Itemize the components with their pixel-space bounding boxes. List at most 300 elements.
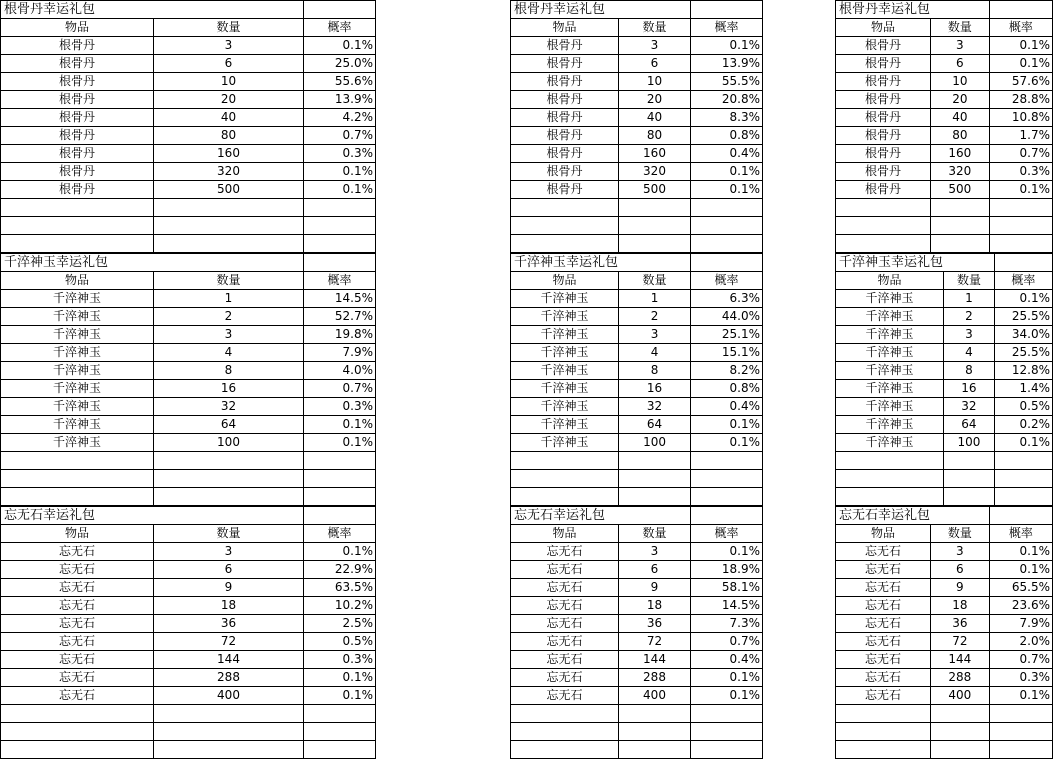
cell[interactable] <box>944 254 995 272</box>
empty-cell[interactable] <box>994 452 1052 470</box>
empty-cell[interactable] <box>989 199 1052 217</box>
item-cell[interactable]: 千淬神玉 <box>1 434 154 452</box>
header-quantity[interactable]: 数量 <box>619 272 691 290</box>
quantity-cell[interactable]: 160 <box>154 145 304 163</box>
empty-cell[interactable] <box>691 741 763 759</box>
probability-cell[interactable]: 14.5% <box>691 597 763 615</box>
empty-cell[interactable] <box>154 199 304 217</box>
header-item[interactable]: 物品 <box>836 272 944 290</box>
empty-cell[interactable] <box>304 452 376 470</box>
probability-cell[interactable]: 0.1% <box>989 55 1052 73</box>
gift-pack-title[interactable]: 忘无石幸运礼包 <box>1 507 154 525</box>
probability-cell[interactable]: 0.1% <box>691 37 763 55</box>
empty-cell[interactable] <box>511 741 619 759</box>
item-cell[interactable]: 千淬神玉 <box>1 344 154 362</box>
empty-cell[interactable] <box>691 452 763 470</box>
item-cell[interactable]: 忘无石 <box>836 597 931 615</box>
quantity-cell[interactable]: 3 <box>154 543 304 561</box>
quantity-cell[interactable]: 2 <box>619 308 691 326</box>
empty-cell[interactable] <box>691 723 763 741</box>
quantity-cell[interactable]: 6 <box>154 55 304 73</box>
quantity-cell[interactable]: 160 <box>931 145 990 163</box>
empty-cell[interactable] <box>154 488 304 506</box>
probability-cell[interactable]: 25.1% <box>691 326 763 344</box>
item-cell[interactable]: 根骨丹 <box>836 37 931 55</box>
item-cell[interactable]: 千淬神玉 <box>511 290 619 308</box>
probability-cell[interactable]: 0.7% <box>304 127 376 145</box>
item-cell[interactable]: 千淬神玉 <box>511 344 619 362</box>
header-item[interactable]: 物品 <box>836 19 931 37</box>
quantity-cell[interactable]: 288 <box>619 669 691 687</box>
quantity-cell[interactable]: 8 <box>944 362 995 380</box>
header-quantity[interactable]: 数量 <box>944 272 995 290</box>
item-cell[interactable]: 千淬神玉 <box>511 362 619 380</box>
quantity-cell[interactable]: 500 <box>154 181 304 199</box>
quantity-cell[interactable]: 20 <box>154 91 304 109</box>
quantity-cell[interactable]: 32 <box>154 398 304 416</box>
quantity-cell[interactable]: 500 <box>931 181 990 199</box>
quantity-cell[interactable]: 18 <box>619 597 691 615</box>
quantity-cell[interactable]: 20 <box>619 91 691 109</box>
probability-cell[interactable]: 23.6% <box>989 597 1052 615</box>
quantity-cell[interactable]: 32 <box>619 398 691 416</box>
probability-cell[interactable]: 0.3% <box>304 651 376 669</box>
quantity-cell[interactable]: 3 <box>931 543 990 561</box>
item-cell[interactable]: 忘无石 <box>836 651 931 669</box>
cell[interactable] <box>989 1 1052 19</box>
quantity-cell[interactable]: 6 <box>619 561 691 579</box>
header-quantity[interactable]: 数量 <box>931 19 990 37</box>
empty-cell[interactable] <box>836 723 931 741</box>
cell[interactable] <box>691 254 763 272</box>
item-cell[interactable]: 千淬神玉 <box>836 290 944 308</box>
empty-cell[interactable] <box>154 705 304 723</box>
item-cell[interactable]: 忘无石 <box>1 633 154 651</box>
empty-cell[interactable] <box>304 217 376 235</box>
header-quantity[interactable]: 数量 <box>154 272 304 290</box>
quantity-cell[interactable]: 6 <box>931 55 990 73</box>
probability-cell[interactable]: 14.5% <box>304 290 376 308</box>
item-cell[interactable]: 千淬神玉 <box>836 416 944 434</box>
empty-cell[interactable] <box>836 452 944 470</box>
header-quantity[interactable]: 数量 <box>619 525 691 543</box>
empty-cell[interactable] <box>304 235 376 253</box>
empty-cell[interactable] <box>836 741 931 759</box>
item-cell[interactable]: 根骨丹 <box>836 145 931 163</box>
probability-cell[interactable]: 0.1% <box>304 687 376 705</box>
empty-cell[interactable] <box>619 217 691 235</box>
quantity-cell[interactable]: 10 <box>619 73 691 91</box>
quantity-cell[interactable]: 1 <box>154 290 304 308</box>
empty-cell[interactable] <box>1 217 154 235</box>
empty-cell[interactable] <box>511 723 619 741</box>
item-cell[interactable]: 忘无石 <box>836 687 931 705</box>
probability-cell[interactable]: 28.8% <box>989 91 1052 109</box>
empty-cell[interactable] <box>154 235 304 253</box>
header-quantity[interactable]: 数量 <box>931 525 990 543</box>
item-cell[interactable]: 千淬神玉 <box>1 398 154 416</box>
item-cell[interactable]: 根骨丹 <box>836 163 931 181</box>
cell[interactable] <box>619 1 691 19</box>
item-cell[interactable]: 千淬神玉 <box>836 344 944 362</box>
empty-cell[interactable] <box>931 235 990 253</box>
quantity-cell[interactable]: 80 <box>931 127 990 145</box>
header-probability[interactable]: 概率 <box>304 272 376 290</box>
empty-cell[interactable] <box>691 235 763 253</box>
empty-cell[interactable] <box>304 741 376 759</box>
item-cell[interactable]: 忘无石 <box>836 543 931 561</box>
probability-cell[interactable]: 0.8% <box>691 380 763 398</box>
empty-cell[interactable] <box>154 723 304 741</box>
quantity-cell[interactable]: 288 <box>931 669 990 687</box>
quantity-cell[interactable]: 9 <box>154 579 304 597</box>
quantity-cell[interactable]: 64 <box>619 416 691 434</box>
item-cell[interactable]: 根骨丹 <box>511 73 619 91</box>
probability-cell[interactable]: 0.1% <box>304 163 376 181</box>
cell[interactable] <box>989 507 1052 525</box>
empty-cell[interactable] <box>691 199 763 217</box>
item-cell[interactable]: 忘无石 <box>836 561 931 579</box>
item-cell[interactable]: 忘无石 <box>511 651 619 669</box>
item-cell[interactable]: 忘无石 <box>511 633 619 651</box>
empty-cell[interactable] <box>154 741 304 759</box>
empty-cell[interactable] <box>1 705 154 723</box>
empty-cell[interactable] <box>931 705 990 723</box>
quantity-cell[interactable]: 18 <box>154 597 304 615</box>
empty-cell[interactable] <box>989 705 1052 723</box>
empty-cell[interactable] <box>154 217 304 235</box>
item-cell[interactable]: 根骨丹 <box>511 91 619 109</box>
probability-cell[interactable]: 0.1% <box>989 37 1052 55</box>
quantity-cell[interactable]: 160 <box>619 145 691 163</box>
quantity-cell[interactable]: 500 <box>619 181 691 199</box>
item-cell[interactable]: 忘无石 <box>1 597 154 615</box>
probability-cell[interactable]: 0.1% <box>304 434 376 452</box>
probability-cell[interactable]: 63.5% <box>304 579 376 597</box>
item-cell[interactable]: 根骨丹 <box>511 127 619 145</box>
quantity-cell[interactable]: 18 <box>931 597 990 615</box>
probability-cell[interactable]: 1.7% <box>989 127 1052 145</box>
probability-cell[interactable]: 4.0% <box>304 362 376 380</box>
empty-cell[interactable] <box>836 217 931 235</box>
quantity-cell[interactable]: 3 <box>619 37 691 55</box>
item-cell[interactable]: 千淬神玉 <box>1 362 154 380</box>
item-cell[interactable]: 根骨丹 <box>511 37 619 55</box>
probability-cell[interactable]: 0.1% <box>691 687 763 705</box>
quantity-cell[interactable]: 6 <box>154 561 304 579</box>
item-cell[interactable]: 根骨丹 <box>511 55 619 73</box>
quantity-cell[interactable]: 3 <box>154 326 304 344</box>
probability-cell[interactable]: 0.7% <box>691 633 763 651</box>
probability-cell[interactable]: 0.4% <box>691 145 763 163</box>
quantity-cell[interactable]: 3 <box>154 37 304 55</box>
item-cell[interactable]: 千淬神玉 <box>836 326 944 344</box>
quantity-cell[interactable]: 20 <box>931 91 990 109</box>
item-cell[interactable]: 千淬神玉 <box>836 362 944 380</box>
quantity-cell[interactable]: 16 <box>154 380 304 398</box>
gift-pack-title[interactable]: 根骨丹幸运礼包 <box>511 1 619 19</box>
probability-cell[interactable]: 15.1% <box>691 344 763 362</box>
empty-cell[interactable] <box>944 452 995 470</box>
empty-cell[interactable] <box>304 723 376 741</box>
empty-cell[interactable] <box>511 199 619 217</box>
header-probability[interactable]: 概率 <box>691 525 763 543</box>
cell[interactable] <box>619 507 691 525</box>
probability-cell[interactable]: 0.7% <box>989 651 1052 669</box>
quantity-cell[interactable]: 16 <box>944 380 995 398</box>
probability-cell[interactable]: 7.3% <box>691 615 763 633</box>
empty-cell[interactable] <box>931 199 990 217</box>
quantity-cell[interactable]: 144 <box>619 651 691 669</box>
empty-cell[interactable] <box>989 723 1052 741</box>
quantity-cell[interactable]: 40 <box>619 109 691 127</box>
empty-cell[interactable] <box>691 705 763 723</box>
probability-cell[interactable]: 0.7% <box>304 380 376 398</box>
quantity-cell[interactable]: 400 <box>154 687 304 705</box>
empty-cell[interactable] <box>511 452 619 470</box>
header-quantity[interactable]: 数量 <box>619 19 691 37</box>
probability-cell[interactable]: 52.7% <box>304 308 376 326</box>
empty-cell[interactable] <box>304 488 376 506</box>
probability-cell[interactable]: 44.0% <box>691 308 763 326</box>
header-probability[interactable]: 概率 <box>994 272 1052 290</box>
item-cell[interactable]: 根骨丹 <box>1 181 154 199</box>
item-cell[interactable]: 千淬神玉 <box>1 326 154 344</box>
item-cell[interactable]: 忘无石 <box>511 561 619 579</box>
quantity-cell[interactable]: 100 <box>154 434 304 452</box>
quantity-cell[interactable]: 400 <box>619 687 691 705</box>
quantity-cell[interactable]: 320 <box>931 163 990 181</box>
quantity-cell[interactable]: 36 <box>931 615 990 633</box>
probability-cell[interactable]: 0.1% <box>691 163 763 181</box>
empty-cell[interactable] <box>994 470 1052 488</box>
cell[interactable] <box>931 1 990 19</box>
quantity-cell[interactable]: 8 <box>619 362 691 380</box>
probability-cell[interactable]: 0.4% <box>691 651 763 669</box>
empty-cell[interactable] <box>836 470 944 488</box>
probability-cell[interactable]: 7.9% <box>989 615 1052 633</box>
empty-cell[interactable] <box>931 723 990 741</box>
header-quantity[interactable]: 数量 <box>154 19 304 37</box>
gift-pack-title[interactable]: 根骨丹幸运礼包 <box>1 1 154 19</box>
quantity-cell[interactable]: 4 <box>619 344 691 362</box>
quantity-cell[interactable]: 3 <box>944 326 995 344</box>
quantity-cell[interactable]: 36 <box>154 615 304 633</box>
header-quantity[interactable]: 数量 <box>154 525 304 543</box>
item-cell[interactable]: 千淬神玉 <box>836 398 944 416</box>
probability-cell[interactable]: 55.6% <box>304 73 376 91</box>
empty-cell[interactable] <box>836 235 931 253</box>
probability-cell[interactable]: 34.0% <box>994 326 1052 344</box>
quantity-cell[interactable]: 288 <box>154 669 304 687</box>
probability-cell[interactable]: 0.1% <box>304 416 376 434</box>
empty-cell[interactable] <box>1 199 154 217</box>
quantity-cell[interactable]: 6 <box>619 55 691 73</box>
empty-cell[interactable] <box>931 741 990 759</box>
empty-cell[interactable] <box>1 235 154 253</box>
item-cell[interactable]: 忘无石 <box>836 579 931 597</box>
probability-cell[interactable]: 0.8% <box>691 127 763 145</box>
quantity-cell[interactable]: 2 <box>154 308 304 326</box>
item-cell[interactable]: 根骨丹 <box>1 91 154 109</box>
item-cell[interactable]: 根骨丹 <box>1 55 154 73</box>
quantity-cell[interactable]: 9 <box>619 579 691 597</box>
probability-cell[interactable]: 55.5% <box>691 73 763 91</box>
item-cell[interactable]: 千淬神玉 <box>511 416 619 434</box>
item-cell[interactable]: 忘无石 <box>1 579 154 597</box>
item-cell[interactable]: 千淬神玉 <box>1 416 154 434</box>
empty-cell[interactable] <box>931 217 990 235</box>
empty-cell[interactable] <box>944 470 995 488</box>
probability-cell[interactable]: 0.1% <box>989 561 1052 579</box>
empty-cell[interactable] <box>154 470 304 488</box>
item-cell[interactable]: 根骨丹 <box>836 127 931 145</box>
probability-cell[interactable]: 6.3% <box>691 290 763 308</box>
quantity-cell[interactable]: 3 <box>619 543 691 561</box>
cell[interactable] <box>931 507 990 525</box>
empty-cell[interactable] <box>836 705 931 723</box>
header-probability[interactable]: 概率 <box>691 272 763 290</box>
empty-cell[interactable] <box>989 741 1052 759</box>
quantity-cell[interactable]: 40 <box>931 109 990 127</box>
empty-cell[interactable] <box>619 470 691 488</box>
header-probability[interactable]: 概率 <box>989 19 1052 37</box>
probability-cell[interactable]: 0.3% <box>304 398 376 416</box>
quantity-cell[interactable]: 320 <box>619 163 691 181</box>
probability-cell[interactable]: 2.0% <box>989 633 1052 651</box>
probability-cell[interactable]: 18.9% <box>691 561 763 579</box>
item-cell[interactable]: 根骨丹 <box>1 37 154 55</box>
item-cell[interactable]: 忘无石 <box>1 543 154 561</box>
probability-cell[interactable]: 0.5% <box>304 633 376 651</box>
probability-cell[interactable]: 10.8% <box>989 109 1052 127</box>
quantity-cell[interactable]: 72 <box>619 633 691 651</box>
quantity-cell[interactable]: 320 <box>154 163 304 181</box>
probability-cell[interactable]: 0.1% <box>691 543 763 561</box>
probability-cell[interactable]: 57.6% <box>989 73 1052 91</box>
probability-cell[interactable]: 1.4% <box>994 380 1052 398</box>
item-cell[interactable]: 千淬神玉 <box>511 308 619 326</box>
cell[interactable] <box>691 507 763 525</box>
quantity-cell[interactable]: 144 <box>931 651 990 669</box>
empty-cell[interactable] <box>1 488 154 506</box>
quantity-cell[interactable]: 36 <box>619 615 691 633</box>
probability-cell[interactable]: 0.5% <box>994 398 1052 416</box>
empty-cell[interactable] <box>619 741 691 759</box>
empty-cell[interactable] <box>154 452 304 470</box>
probability-cell[interactable]: 20.8% <box>691 91 763 109</box>
empty-cell[interactable] <box>511 488 619 506</box>
probability-cell[interactable]: 0.1% <box>691 416 763 434</box>
item-cell[interactable]: 千淬神玉 <box>511 434 619 452</box>
empty-cell[interactable] <box>304 470 376 488</box>
item-cell[interactable]: 忘无石 <box>1 651 154 669</box>
probability-cell[interactable]: 0.1% <box>304 669 376 687</box>
item-cell[interactable]: 根骨丹 <box>1 73 154 91</box>
item-cell[interactable]: 千淬神玉 <box>836 434 944 452</box>
quantity-cell[interactable]: 64 <box>944 416 995 434</box>
quantity-cell[interactable]: 4 <box>154 344 304 362</box>
empty-cell[interactable] <box>619 452 691 470</box>
item-cell[interactable]: 根骨丹 <box>1 109 154 127</box>
probability-cell[interactable]: 0.1% <box>304 543 376 561</box>
quantity-cell[interactable]: 40 <box>154 109 304 127</box>
probability-cell[interactable]: 0.3% <box>989 163 1052 181</box>
quantity-cell[interactable]: 8 <box>154 362 304 380</box>
item-cell[interactable]: 千淬神玉 <box>836 308 944 326</box>
quantity-cell[interactable]: 100 <box>619 434 691 452</box>
cell[interactable] <box>691 1 763 19</box>
probability-cell[interactable]: 8.3% <box>691 109 763 127</box>
probability-cell[interactable]: 0.1% <box>989 543 1052 561</box>
quantity-cell[interactable]: 3 <box>619 326 691 344</box>
gift-pack-title[interactable]: 忘无石幸运礼包 <box>511 507 619 525</box>
probability-cell[interactable]: 58.1% <box>691 579 763 597</box>
probability-cell[interactable]: 7.9% <box>304 344 376 362</box>
item-cell[interactable]: 千淬神玉 <box>511 326 619 344</box>
item-cell[interactable]: 根骨丹 <box>836 91 931 109</box>
item-cell[interactable]: 根骨丹 <box>1 163 154 181</box>
item-cell[interactable]: 忘无石 <box>511 615 619 633</box>
probability-cell[interactable]: 22.9% <box>304 561 376 579</box>
cell[interactable] <box>154 1 304 19</box>
item-cell[interactable]: 千淬神玉 <box>1 290 154 308</box>
cell[interactable] <box>304 507 376 525</box>
gift-pack-title[interactable]: 千淬神玉幸运礼包 <box>836 254 944 272</box>
header-probability[interactable]: 概率 <box>304 525 376 543</box>
empty-cell[interactable] <box>619 488 691 506</box>
item-cell[interactable]: 根骨丹 <box>836 181 931 199</box>
header-item[interactable]: 物品 <box>1 19 154 37</box>
quantity-cell[interactable]: 3 <box>931 37 990 55</box>
probability-cell[interactable]: 13.9% <box>304 91 376 109</box>
item-cell[interactable]: 根骨丹 <box>836 73 931 91</box>
quantity-cell[interactable]: 9 <box>931 579 990 597</box>
empty-cell[interactable] <box>836 488 944 506</box>
empty-cell[interactable] <box>511 470 619 488</box>
cell[interactable] <box>154 254 304 272</box>
header-item[interactable]: 物品 <box>511 272 619 290</box>
item-cell[interactable]: 忘无石 <box>836 633 931 651</box>
empty-cell[interactable] <box>994 488 1052 506</box>
item-cell[interactable]: 根骨丹 <box>836 55 931 73</box>
probability-cell[interactable]: 0.1% <box>304 37 376 55</box>
quantity-cell[interactable]: 144 <box>154 651 304 669</box>
header-probability[interactable]: 概率 <box>989 525 1052 543</box>
header-probability[interactable]: 概率 <box>304 19 376 37</box>
item-cell[interactable]: 根骨丹 <box>1 145 154 163</box>
header-item[interactable]: 物品 <box>511 525 619 543</box>
cell[interactable] <box>619 254 691 272</box>
probability-cell[interactable]: 2.5% <box>304 615 376 633</box>
item-cell[interactable]: 忘无石 <box>511 687 619 705</box>
probability-cell[interactable]: 0.1% <box>304 181 376 199</box>
header-item[interactable]: 物品 <box>511 19 619 37</box>
item-cell[interactable]: 忘无石 <box>511 543 619 561</box>
header-item[interactable]: 物品 <box>1 272 154 290</box>
empty-cell[interactable] <box>691 217 763 235</box>
item-cell[interactable]: 忘无石 <box>511 597 619 615</box>
gift-pack-title[interactable]: 根骨丹幸运礼包 <box>836 1 931 19</box>
probability-cell[interactable]: 0.7% <box>989 145 1052 163</box>
probability-cell[interactable]: 0.1% <box>994 434 1052 452</box>
cell[interactable] <box>154 507 304 525</box>
empty-cell[interactable] <box>619 705 691 723</box>
empty-cell[interactable] <box>1 470 154 488</box>
probability-cell[interactable]: 10.2% <box>304 597 376 615</box>
probability-cell[interactable]: 0.4% <box>691 398 763 416</box>
item-cell[interactable]: 千淬神玉 <box>511 398 619 416</box>
